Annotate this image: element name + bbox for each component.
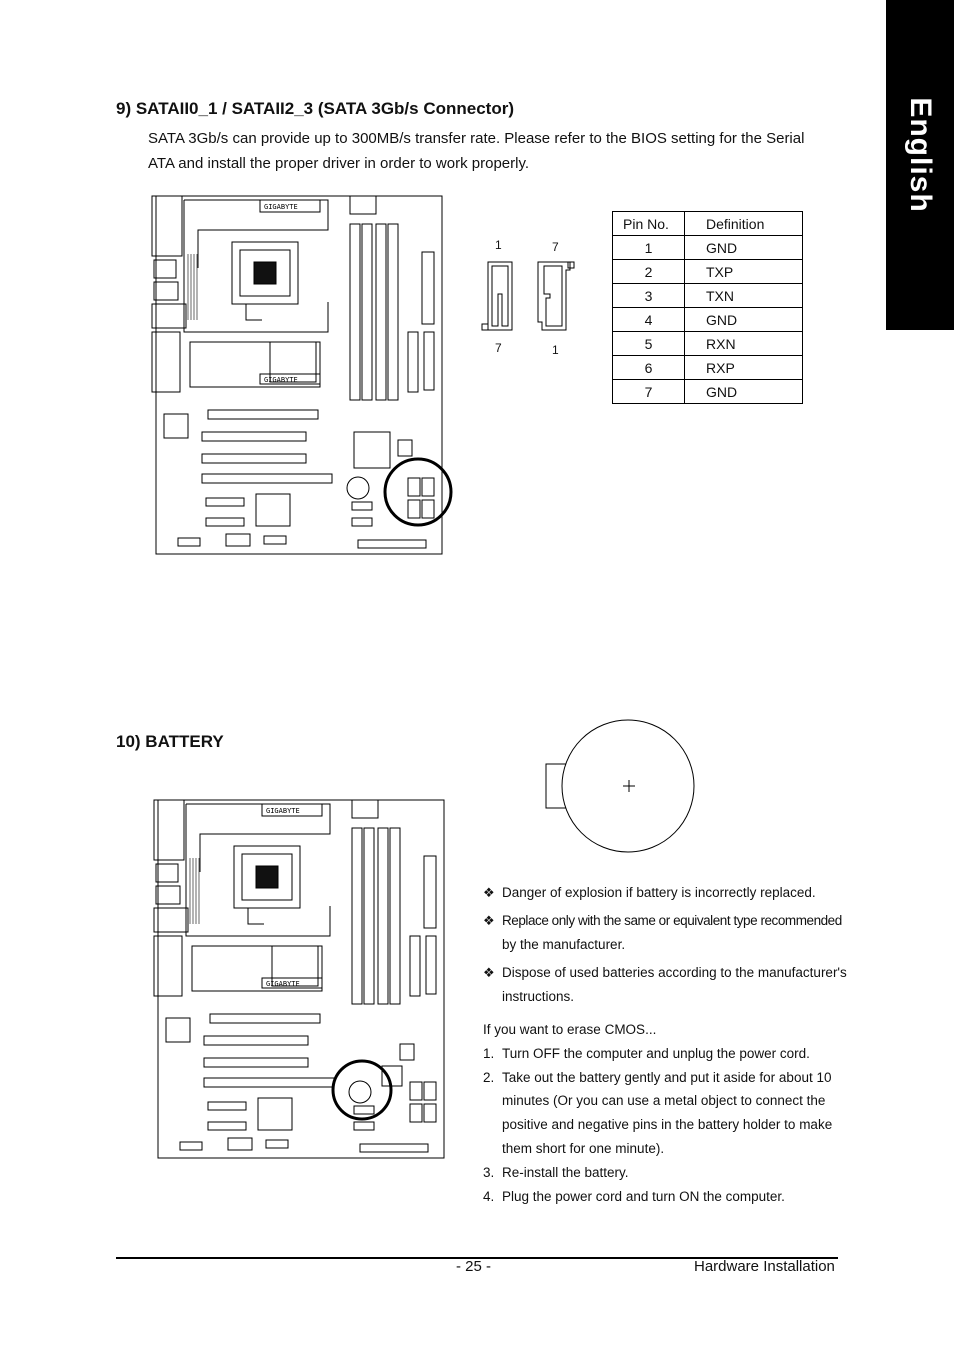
sata-description (148, 126, 848, 176)
erase-cmos-instructions (483, 1018, 843, 1208)
pin-number: 7 (613, 380, 685, 404)
sata-pin-label-top-left: 1 (495, 238, 502, 252)
pin-number: 3 (613, 284, 685, 308)
motherboard-diagram-battery (152, 796, 448, 1162)
pin-table-header-definition: Definition (685, 212, 803, 236)
table-row (613, 356, 803, 380)
motherboard-diagram-sata (150, 192, 456, 558)
table-row (613, 308, 803, 332)
step-line: them short for one minute). (502, 1140, 665, 1156)
warning-line: instructions. (502, 989, 575, 1004)
step-number: 2. (483, 1069, 495, 1085)
pin-definition: TXP (685, 260, 803, 284)
table-row (613, 260, 803, 284)
page-number: - 25 - (456, 1258, 492, 1275)
step-number: 4. (483, 1188, 495, 1204)
step-text: Re-install the battery. (502, 1164, 629, 1180)
sata-pin-label-bottom-left: 7 (495, 341, 502, 355)
sata-description-line-1: SATA 3Gb/s can provide up to 300MB/s transfer rate. Please refer to the BIOS setting for the Serial (148, 130, 805, 147)
list-item (483, 1066, 843, 1161)
pin-number: 5 (613, 332, 685, 356)
diamond-bullet-icon: ❖ (483, 913, 495, 928)
sata-pin-table (612, 211, 803, 404)
board-logo-top: GIGABYTE (266, 807, 300, 815)
pin-definition: GND (685, 236, 803, 260)
pin-definition: TXN (685, 284, 803, 308)
diamond-bullet-icon: ❖ (483, 885, 495, 900)
battery-diagram (540, 716, 700, 858)
step-number: 1. (483, 1045, 495, 1061)
list-item (483, 961, 847, 1009)
table-row (613, 236, 803, 260)
pin-number: 1 (613, 236, 685, 260)
step-line: minutes (Or you can use a metal object to connect the (502, 1093, 826, 1109)
pin-number: 6 (613, 356, 685, 380)
list-item (483, 1161, 843, 1185)
erase-cmos-intro: If you want to erase CMOS... (483, 1022, 657, 1037)
pin-number: 4 (613, 308, 685, 332)
board-logo-top: GIGABYTE (264, 203, 298, 211)
warning-line: Dispose of used batteries according to the manufacturer's (502, 965, 847, 980)
pin-number: 2 (613, 260, 685, 284)
warning-text (502, 909, 842, 957)
warning-line: Replace only with the same or equivalent type recommended (502, 913, 842, 928)
step-text (502, 1066, 832, 1161)
language-tab (886, 0, 954, 330)
sata-description-line-2: ATA and install the proper driver in order to work properly. (148, 155, 530, 172)
footer-section-name: Hardware Installation (694, 1258, 835, 1275)
warning-text: Danger of explosion if battery is incorrectly replaced. (502, 885, 816, 900)
battery-highlight-circle (333, 1061, 391, 1119)
pin-definition: RXP (685, 356, 803, 380)
list-item (483, 1042, 843, 1066)
warning-text (502, 961, 847, 1009)
battery-warnings (483, 881, 847, 1009)
step-text: Turn OFF the computer and unplug the power cord. (502, 1045, 810, 1061)
warning-line: by the manufacturer. (502, 937, 626, 952)
pin-definition: GND (685, 308, 803, 332)
board-logo-bottom: GIGABYTE (264, 376, 298, 384)
pin-definition: GND (685, 380, 803, 404)
board-logo-bottom: GIGABYTE (266, 980, 300, 988)
pin-table-header-pin: Pin No. (613, 212, 685, 236)
sata-highlight-circle (385, 459, 451, 525)
step-line: Take out the battery gently and put it aside for about 10 (502, 1069, 832, 1085)
list-item (483, 909, 843, 957)
list-item (483, 881, 843, 905)
step-number: 3. (483, 1164, 495, 1180)
table-row (613, 332, 803, 356)
table-row (613, 284, 803, 308)
list-item (483, 1185, 843, 1209)
step-text: Plug the power cord and turn ON the computer. (502, 1188, 785, 1204)
table-row (613, 380, 803, 404)
sata-pin-label-bottom-right: 1 (552, 343, 559, 357)
pin-table-header-row (613, 212, 803, 236)
sata-section-title: 9) SATAII0_1 / SATAII2_3 (SATA 3Gb/s Connector) (116, 99, 514, 118)
step-line: positive and negative pins in the battery holder to make (502, 1117, 833, 1133)
pin-definition: RXN (685, 332, 803, 356)
battery-section-title: 10) BATTERY (116, 732, 224, 751)
diamond-bullet-icon: ❖ (483, 965, 495, 980)
language-tab-label: English (904, 97, 937, 213)
sata-pin-label-top-right: 7 (552, 240, 559, 254)
